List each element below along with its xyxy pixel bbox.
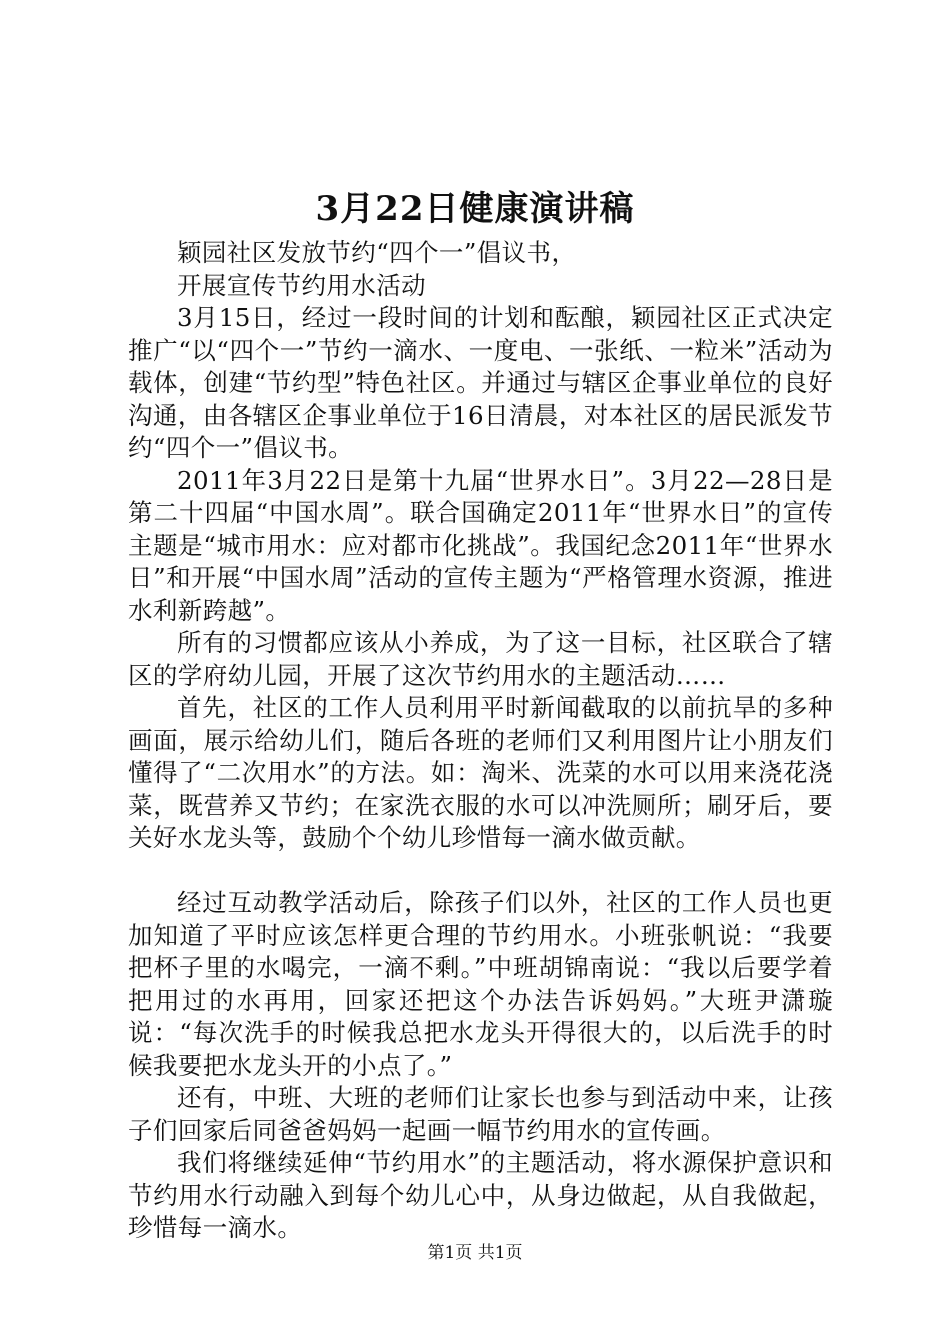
document-body: [128, 237, 833, 1245]
paragraph-4: 2011年3月22日是第十九届“世界水日”。3月22—28日是第二十四届“中国水周”。联合国确定2011年“世界水日”的宣传主题是“城市用水：应对都市化挑战”。我国纪念2011年“世界水日”和开展“中国水周”活动的宣传主题为“严格管理水资源，推进水利新跨越”。: [128, 465, 833, 625]
paragraph-1: 颖园社区发放节约“四个一”倡议书，: [177, 238, 577, 267]
page-number: 第1页 共1页: [427, 1243, 523, 1263]
paragraph-8: 还有，中班、大班的老师们让家长也参与到活动中来，让孩子们回家后同爸爸妈妈一起画一幅节约用水的宣传画。: [128, 1083, 833, 1145]
paragraph-5: 所有的习惯都应该从小养成，为了这一目标，社区联合了辖区的学府幼儿园，开展了这次节约用水的主题活动……: [128, 628, 833, 690]
paragraph-3: 3月15日，经过一段时间的计划和酝酿，颖园社区正式决定推广“以“四个一”节约一滴水、一度电、一张纸、一粒米”活动为载体，创建“节约型”特色社区。并通过与辖区企事业单位的良好沟通，由各辖区企事业单位于16日清晨，对本社区的居民派发节约“四个一”倡议书。: [128, 303, 833, 462]
paragraph-spacer: [128, 855, 833, 888]
paragraph-2: 开展宣传节约用水活动: [177, 270, 426, 300]
paragraph-6: 首先，社区的工作人员利用平时新闻截取的以前抗旱的多种画面，展示给幼儿们，随后各班的老师们又利用图片让小朋友们懂得了“二次用水”的方法。如：淘米、洗菜的水可以用来浇花浇菜，既营养又节约；在家洗衣服的水可以冲洗厕所；刷牙后，要关好水龙头等，鼓励个个幼儿珍惜每一滴水做贡献。: [128, 693, 833, 852]
paragraph-9: 我们将继续延伸“节约用水”的主题活动，将水源保护意识和节约用水行动融入到每个幼儿心中，从身边做起，从自我做起，珍惜每一滴水。: [128, 1148, 833, 1242]
paragraph-7: 经过互动教学活动后，除孩子们以外，社区的工作人员也更加知道了平时应该怎样更合理的节约用水。小班张帆说：“我要把杯子里的水喝完，一滴不剩。”中班胡锦南说：“我以后要学着把用过的水再用，回家还把这个办法告诉妈妈。”大班尹潇璇说：“每次洗手的时候我总把水龙头开得很大的，以后洗手的时候我要把水龙头开的小点了。”: [128, 888, 833, 1080]
document-title: 3月22日健康演讲稿: [315, 189, 635, 229]
